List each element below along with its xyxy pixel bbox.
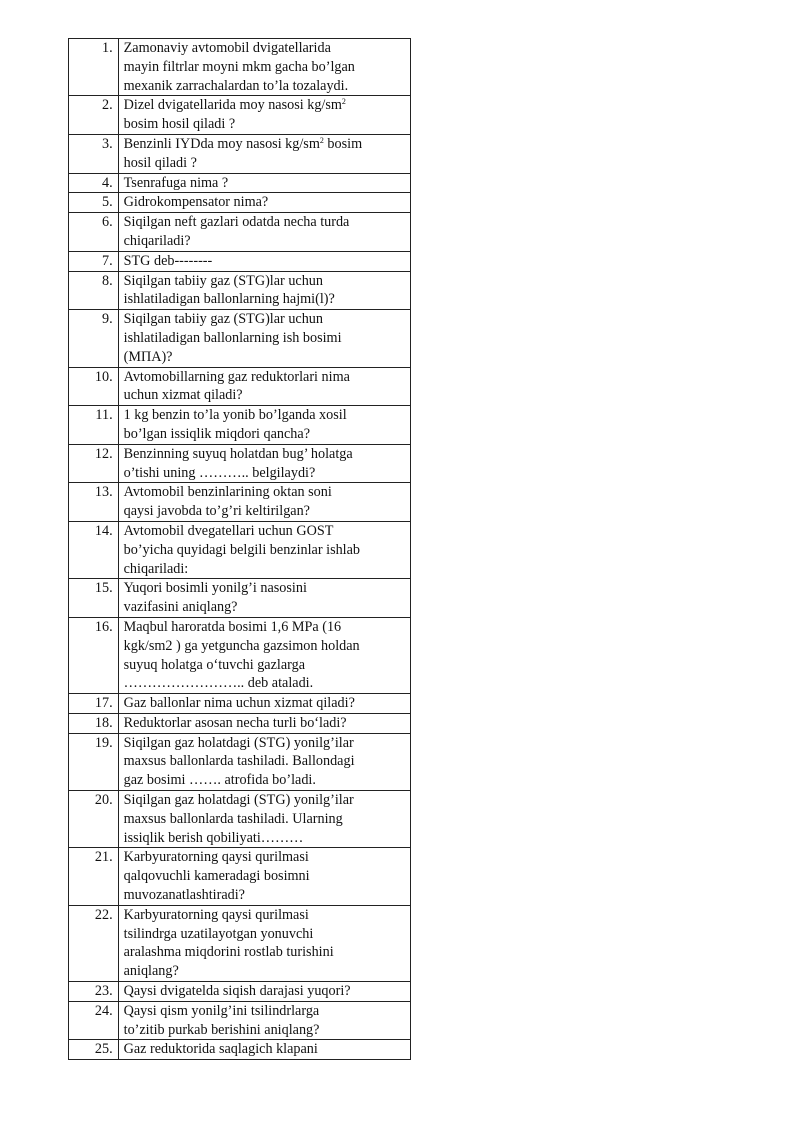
question-number: 17. [69, 694, 119, 714]
question-row [69, 694, 411, 714]
question-text-line: suyuq holatga o‘tuvchi gazlarga [123, 656, 305, 673]
question-number: 19. [69, 733, 119, 790]
question-number: 22. [69, 905, 119, 981]
question-text-line: bosim hosil qiladi ? [123, 116, 236, 133]
question-text-line: Qaysi dvigatelda siqish darajasi yuqori? [123, 983, 351, 1000]
question-text-line: qalqovuchli kameradagi bosimni [123, 868, 310, 885]
question-row [69, 406, 411, 445]
question-number: 21. [69, 848, 119, 905]
question-text-line: Siqilgan gaz holatdagi (STG) yonilg’ilar [123, 792, 354, 809]
question-row [69, 271, 411, 310]
question-number: 20. [69, 791, 119, 848]
question-text-line: Siqilgan gaz holatdagi (STG) yonilg’ilar [123, 734, 354, 751]
question-text-line: Maqbul haroratda bosimi 1,6 MPa (16 [123, 618, 342, 635]
question-text-line: Avtomobil dvegatellari uchun GOST [123, 522, 334, 539]
question-number: 2. [69, 96, 119, 135]
question-text-line: 1 kg benzin to’la yonib bo’lganda xosil [123, 407, 347, 424]
question-text-line: (MПA)? [123, 348, 173, 365]
question-text-line: STG deb-------- [123, 252, 213, 269]
question-text-line: muvozanatlashtiradi? [123, 887, 245, 904]
question-text [118, 96, 410, 135]
question-row [69, 791, 411, 848]
question-text [118, 848, 410, 905]
question-text [118, 1001, 410, 1040]
question-text-line: Karbyuratorning qaysi qurilmasi [123, 906, 309, 923]
question-text [118, 251, 410, 271]
question-row [69, 310, 411, 367]
question-number: 3. [69, 134, 119, 173]
question-text-line: Karbyuratorning qaysi qurilmasi [123, 849, 309, 866]
question-text [118, 213, 410, 252]
question-text-line: Zamonaviy avtomobil dvigatellarida [123, 40, 331, 56]
question-text-line: vazifasini aniqlang? [123, 599, 238, 616]
question-text [118, 579, 410, 618]
question-row [69, 848, 411, 905]
question-text-line: Benzinli IYDda moy nasosi $kg/sm^2$ bosim [123, 135, 363, 152]
question-number: 14. [69, 521, 119, 578]
question-row [69, 444, 411, 483]
question-row [69, 213, 411, 252]
question-text-line: gaz bosimi ……. atrofida bo’ladi. [123, 772, 316, 789]
question-text [118, 483, 410, 522]
question-row [69, 521, 411, 578]
question-text-line: uchun xizmat qiladi? [123, 387, 243, 404]
question-number: 18. [69, 713, 119, 733]
question-number: 12. [69, 444, 119, 483]
question-number: 1. [69, 39, 119, 96]
question-text [118, 905, 410, 981]
question-row [69, 173, 411, 193]
question-row [69, 579, 411, 618]
question-row [69, 1040, 411, 1060]
questions-table-body [69, 39, 411, 1060]
question-text [118, 271, 410, 310]
question-row [69, 483, 411, 522]
question-text [118, 982, 410, 1002]
question-text-line: qaysi javobda to’g’ri keltirilgan? [123, 503, 310, 520]
question-text-line: maxsus ballonlarda tashiladi. Ballondagi [123, 753, 355, 770]
question-text [118, 406, 410, 445]
question-text [118, 173, 410, 193]
question-row [69, 193, 411, 213]
question-row [69, 367, 411, 406]
question-text-line: aniqlang? [123, 963, 179, 980]
question-text [118, 444, 410, 483]
question-number: 16. [69, 617, 119, 693]
question-text [118, 193, 410, 213]
question-text-line: kgk/sm2 ) ga yetguncha gazsimon holdan [123, 637, 360, 654]
question-text [118, 367, 410, 406]
question-text-line: chiqariladi? [123, 232, 191, 249]
question-text-line: aralashma miqdorini rostlab turishini [123, 944, 334, 961]
question-number: 6. [69, 213, 119, 252]
question-text-line: o’tishi uning ……….. belgilaydi? [123, 464, 316, 481]
question-row [69, 134, 411, 173]
question-text-line: …………………….. deb ataladi. [123, 675, 314, 692]
question-row [69, 982, 411, 1002]
question-text-line: Benzinning suyuq holatdan bug’ holatga [123, 445, 353, 462]
question-text-line: Avtomobil benzinlarining oktan soni [123, 484, 332, 501]
question-text-line: Gidrokompensator nima? [123, 194, 269, 211]
question-row [69, 96, 411, 135]
question-number: 24. [69, 1001, 119, 1040]
question-text-line: Gaz reduktorida saqlagich klapani [123, 1041, 318, 1058]
question-number: 15. [69, 579, 119, 618]
question-number: 23. [69, 982, 119, 1002]
question-number: 4. [69, 173, 119, 193]
question-text-line: Dizel dvigatellarida moy nasosi $kg/sm^2$ [123, 97, 346, 114]
question-text-line: to’zitib purkab berishini aniqlang? [123, 1021, 320, 1038]
question-text-line: bo’lgan issiqlik miqdori qancha? [123, 425, 310, 442]
question-text-line: Reduktorlar asosan necha turli bo‘ladi? [123, 714, 347, 731]
question-number: 8. [69, 271, 119, 310]
question-text-line: Yuqori bosimli yonilg’i nasosini [123, 580, 307, 597]
question-text-line: maxsus ballonlarda tashiladi. Ularning [123, 810, 343, 827]
question-text-line: tsilindrga uzatilayotgan yonuvchi [123, 925, 314, 942]
question-number: 11. [69, 406, 119, 445]
question-text-line: Qaysi qism yonilg’ini tsilindrlarga [123, 1002, 320, 1019]
question-text-line: Avtomobillarning gaz reduktorlari nima [123, 368, 350, 385]
question-text-line: Siqilgan tabiiy gaz (STG)lar uchun [123, 272, 323, 289]
question-text [118, 521, 410, 578]
question-row [69, 713, 411, 733]
question-text [118, 733, 410, 790]
question-text [118, 39, 410, 96]
questions-table [68, 38, 411, 1060]
question-text-line: mayin filtrlar moyni mkm gacha bo’lgan [123, 58, 355, 75]
question-text-line: hosil qiladi ? [123, 154, 197, 171]
question-text [118, 310, 410, 367]
question-text [118, 134, 410, 173]
question-text [118, 1040, 410, 1060]
question-row [69, 1001, 411, 1040]
question-row [69, 905, 411, 981]
question-text [118, 791, 410, 848]
question-text-line: Tsenrafuga nima ? [123, 174, 229, 191]
question-text-line: ishlatiladigan ballonlarning ish bosimi [123, 329, 342, 346]
question-number: 7. [69, 251, 119, 271]
question-text-line: chiqariladi: [123, 560, 189, 577]
question-number: 25. [69, 1040, 119, 1060]
question-row [69, 733, 411, 790]
question-number: 9. [69, 310, 119, 367]
question-text [118, 713, 410, 733]
question-text [118, 617, 410, 693]
question-text-line: ishlatiladigan ballonlarning hajmi(l)? [123, 291, 335, 308]
question-row [69, 39, 411, 96]
question-number: 13. [69, 483, 119, 522]
question-number: 5. [69, 193, 119, 213]
question-row [69, 617, 411, 693]
question-text-line: issiqlik berish qobiliyati……… [123, 829, 304, 846]
question-text [118, 694, 410, 714]
question-text-line: mexanik zarrachalardan to’la tozalaydi. [123, 77, 349, 94]
question-row [69, 251, 411, 271]
question-number: 10. [69, 367, 119, 406]
question-text-line: Siqilgan neft gazlari odatda necha turda [123, 214, 350, 231]
question-text-line: Siqilgan tabiiy gaz (STG)lar uchun [123, 311, 323, 328]
question-text-line: Gaz ballonlar nima uchun xizmat qiladi? [123, 695, 355, 712]
question-text-line: bo’yicha quyidagi belgili benzinlar ishlab [123, 541, 361, 558]
